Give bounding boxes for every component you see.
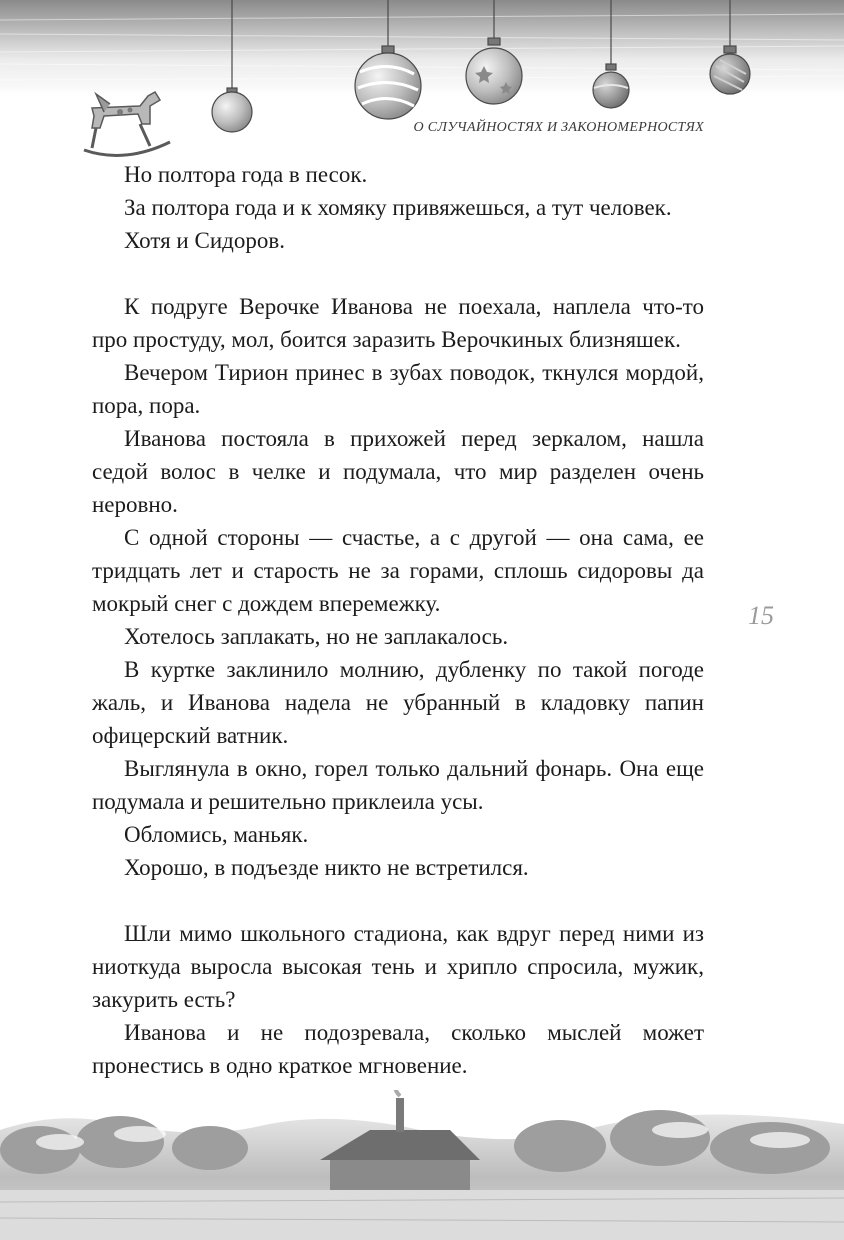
paragraph: Иванова и не подозревала, сколько мыслей может пронестись в одно краткое мгновение. xyxy=(92,1020,704,1078)
paragraph: В куртке заклинило молнию, дубленку по такой погоде жаль, и Иванова надела не убранный в кладовку папин офицерский ватник. xyxy=(92,657,704,748)
paragraph: Хорошо, в подъезде никто не встретился. xyxy=(124,855,529,880)
paragraph: Обломись, маньяк. xyxy=(124,822,309,847)
text-body xyxy=(92,158,704,1082)
paragraph: К подруге Верочке Иванова не поехала, наплела что-то про простуду, мол, боится заразить Верочкиных близняшек. xyxy=(92,294,704,352)
paragraph: Иванова постояла в прихожей перед зеркалом, нашла седой волос в челке и подумала, что мир разделен очень неровно. xyxy=(92,426,704,517)
header-decoration xyxy=(0,0,844,170)
paragraph: Вечером Тирион принес в зубах поводок, ткнулся мордой, пора, пора. xyxy=(92,360,704,418)
paragraph: Но полтора года в песок. xyxy=(124,162,368,187)
paragraph: С одной стороны — счастье, а с другой — она сама, ее тридцать лет и старость не за горами, сплошь сидоровы да мокрый снег с дождем вперемежку. xyxy=(92,525,704,616)
page-number: 15 xyxy=(748,601,774,630)
paragraph: Хотелось заплакать, но не заплакалось. xyxy=(124,624,509,649)
paragraph: Шли мимо школьного стадиона, как вдруг перед ними из ниоткуда выросла высокая тень и хрипло спросила, мужик, закурить есть? xyxy=(92,921,704,1012)
paragraph: Выглянула в окно, горел только дальний фонарь. Она еще подумала и решительно приклеила усы. xyxy=(92,756,704,814)
paragraph: Хотя и Сидоров. xyxy=(124,228,285,253)
paragraph: За полтора года и к хомяку привяжешься, а тут человек. xyxy=(124,195,672,220)
running-head: О СЛУЧАЙНОСТЯХ И ЗАКОНОМЕРНОСТЯХ xyxy=(413,120,704,135)
winter-landscape-illustration xyxy=(0,1090,844,1240)
